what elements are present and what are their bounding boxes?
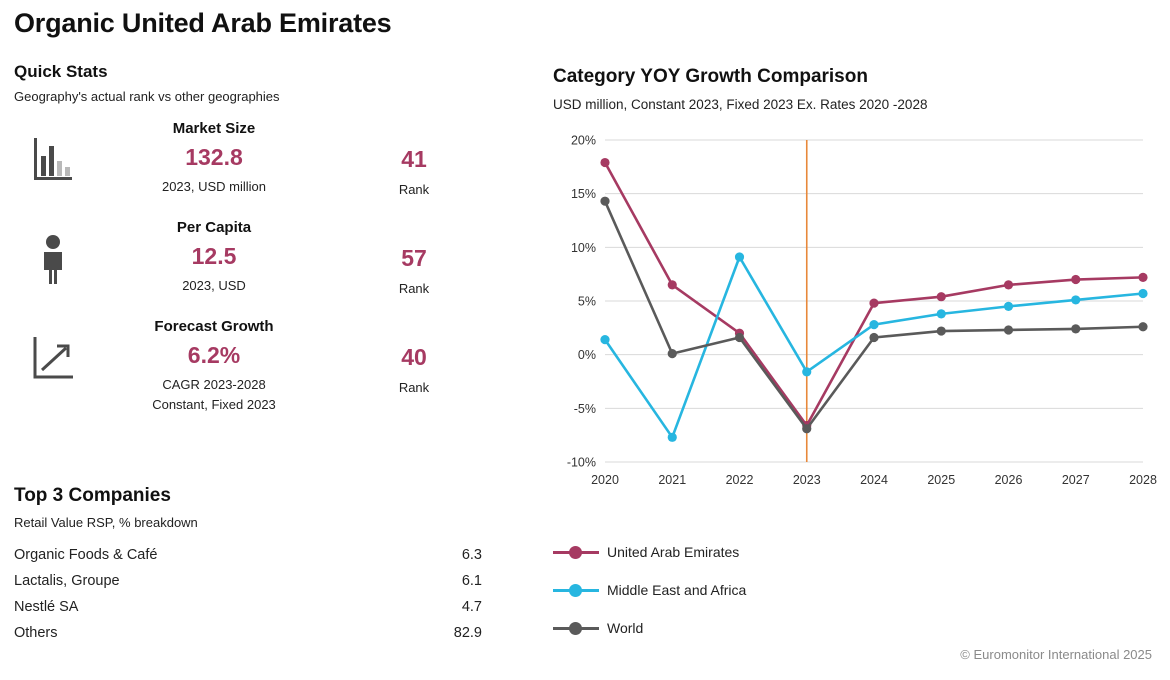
stat-body (94, 219, 334, 293)
person-icon (30, 233, 76, 285)
svg-text:20%: 20% (570, 133, 596, 148)
rank-value: 57 (401, 245, 427, 271)
rank-label: Rank (398, 182, 430, 197)
top-companies-subtitle: Retail Value RSP, % breakdown (14, 515, 198, 530)
svg-text:2022: 2022 (725, 473, 754, 487)
svg-text:-5%: -5% (573, 401, 596, 416)
rank-value: 41 (401, 146, 427, 172)
quick-stats-subtitle: Geography's actual rank vs other geographies (14, 89, 280, 104)
list-item (14, 594, 494, 620)
stat-row (14, 219, 514, 318)
list-item (14, 620, 494, 646)
legend-swatch-icon (553, 583, 599, 597)
legend-swatch-icon (553, 621, 599, 635)
chart-section (553, 66, 1157, 506)
svg-text:2020: 2020 (591, 473, 619, 487)
chart-legend (553, 533, 1053, 647)
svg-text:2021: 2021 (658, 473, 687, 487)
stat-rank (344, 146, 484, 197)
svg-text:2023: 2023 (792, 473, 821, 487)
company-value: 4.7 (461, 599, 482, 615)
company-value: 82.9 (453, 625, 482, 641)
line-chart (553, 126, 1157, 506)
company-name: Lactalis, Groupe (14, 573, 120, 589)
svg-text:2026: 2026 (994, 473, 1023, 487)
svg-text:-10%: -10% (566, 455, 596, 470)
legend-label: United Arab Emirates (607, 544, 740, 560)
svg-text:5%: 5% (577, 294, 596, 309)
company-name: Nestlé SA (14, 599, 79, 615)
svg-text:10%: 10% (570, 240, 596, 255)
legend-swatch-icon (553, 545, 599, 559)
legend-item[interactable] (553, 533, 1053, 571)
stat-caption: CAGR 2023-2028 (162, 377, 266, 392)
stat-value: 6.2% (187, 342, 241, 368)
stat-row (14, 318, 514, 417)
quick-stats-title: Quick Stats (14, 62, 108, 81)
stat-rank (344, 344, 484, 395)
company-value: 6.3 (461, 547, 482, 563)
stat-row (14, 120, 514, 219)
stat-value: 132.8 (185, 144, 243, 170)
chart-plot-area (553, 126, 1157, 506)
stat-body (94, 120, 334, 194)
list-item (14, 568, 494, 594)
growth-arrow-icon (30, 332, 76, 384)
legend-label: World (607, 620, 644, 636)
top-companies-section (14, 485, 494, 646)
stat-label: Market Size (172, 120, 256, 137)
quick-stats-list (14, 120, 514, 417)
company-list (14, 542, 494, 646)
stat-label: Forecast Growth (154, 318, 274, 335)
stat-caption-secondary: Constant, Fixed 2023 (152, 397, 276, 412)
top-companies-title: Top 3 Companies (14, 485, 171, 506)
legend-item[interactable] (553, 571, 1053, 609)
stat-body (94, 318, 334, 412)
rank-value: 40 (401, 344, 427, 370)
stat-rank (344, 245, 484, 296)
svg-text:2025: 2025 (927, 473, 956, 487)
company-name: Organic Foods & Café (14, 547, 158, 563)
svg-text:2028: 2028 (1129, 473, 1157, 487)
rank-label: Rank (398, 380, 430, 395)
svg-text:15%: 15% (570, 187, 596, 202)
chart-subtitle: USD million, Constant 2023, Fixed 2023 Ex. Rates 2020 -2028 (553, 97, 928, 112)
list-item (14, 542, 494, 568)
quick-stats-section (14, 62, 514, 417)
rank-label: Rank (398, 281, 430, 296)
stat-caption: 2023, USD (182, 278, 246, 293)
legend-label: Middle East and Africa (607, 582, 747, 598)
legend-item[interactable] (553, 609, 1053, 647)
svg-text:0%: 0% (577, 348, 596, 363)
stat-value: 12.5 (191, 243, 237, 269)
copyright-text: © Euromonitor International 2025 (960, 647, 1152, 662)
stat-label: Per Capita (176, 219, 252, 236)
svg-text:2024: 2024 (860, 473, 888, 487)
bar-chart-icon (30, 134, 76, 186)
stat-caption: 2023, USD million (161, 179, 267, 194)
page-title: Organic United Arab Emirates (14, 8, 392, 38)
company-name: Others (14, 625, 58, 641)
svg-text:2027: 2027 (1061, 473, 1090, 487)
company-value: 6.1 (461, 573, 482, 589)
chart-title: Category YOY Growth Comparison (553, 66, 868, 87)
